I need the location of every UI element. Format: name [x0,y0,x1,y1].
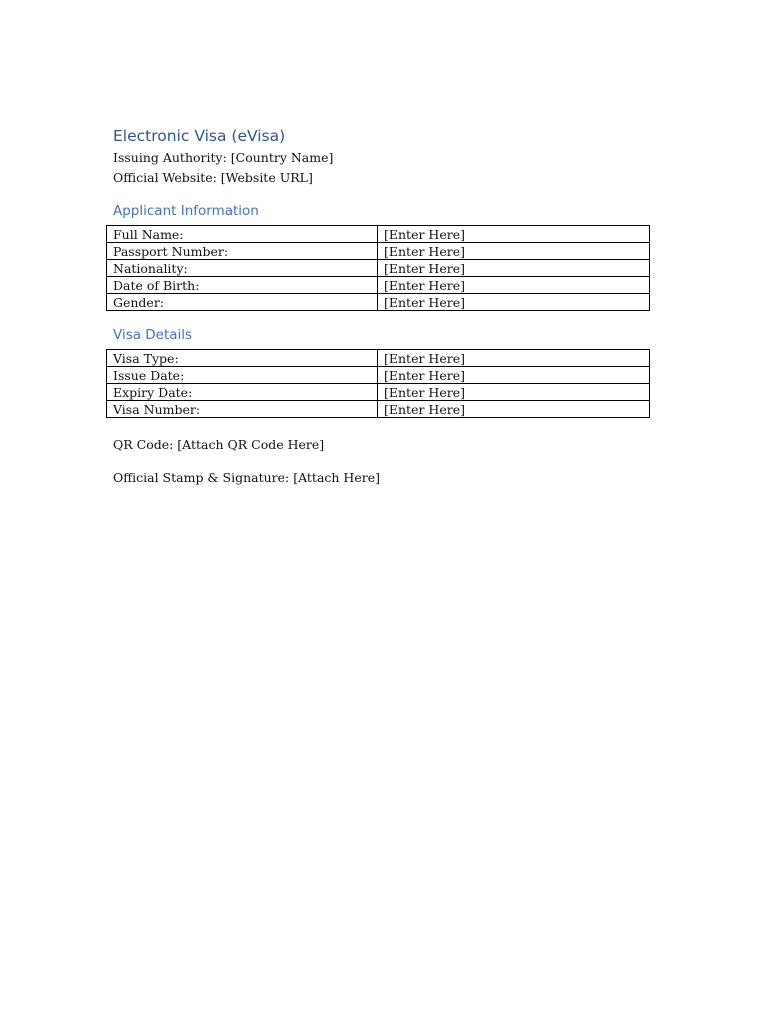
table-row [107,367,650,384]
field-value: [Enter Here] [378,367,650,384]
applicant-information-table [106,225,650,311]
field-value: [Enter Here] [378,260,650,277]
field-label: Issue Date: [107,367,378,384]
visa-details-table [106,349,650,418]
document-title: Electronic Visa (eVisa) [113,127,286,145]
table-row [107,294,650,311]
table-row [107,350,650,367]
table-row [107,401,650,418]
field-value: [Enter Here] [378,277,650,294]
field-label: Visa Number: [107,401,378,418]
field-label: Nationality: [107,260,378,277]
applicant-information-heading: Applicant Information [113,203,259,219]
table-row [107,277,650,294]
table-row [107,243,650,260]
field-value: [Enter Here] [378,243,650,260]
field-value: [Enter Here] [378,226,650,243]
field-label: Gender: [107,294,378,311]
field-label: Expiry Date: [107,384,378,401]
field-label: Visa Type: [107,350,378,367]
field-label: Date of Birth: [107,277,378,294]
qr-code-line: QR Code: [Attach QR Code Here] [113,437,325,452]
field-value: [Enter Here] [378,350,650,367]
table-row [107,226,650,243]
field-label: Full Name: [107,226,378,243]
issuing-authority: Issuing Authority: [Country Name] [113,150,334,165]
field-label: Passport Number: [107,243,378,260]
field-value: [Enter Here] [378,401,650,418]
table-row [107,260,650,277]
field-value: [Enter Here] [378,294,650,311]
official-website: Official Website: [Website URL] [113,170,313,185]
stamp-signature-line: Official Stamp & Signature: [Attach Here] [113,470,380,485]
visa-details-heading: Visa Details [113,327,193,343]
field-value: [Enter Here] [378,384,650,401]
table-row [107,384,650,401]
